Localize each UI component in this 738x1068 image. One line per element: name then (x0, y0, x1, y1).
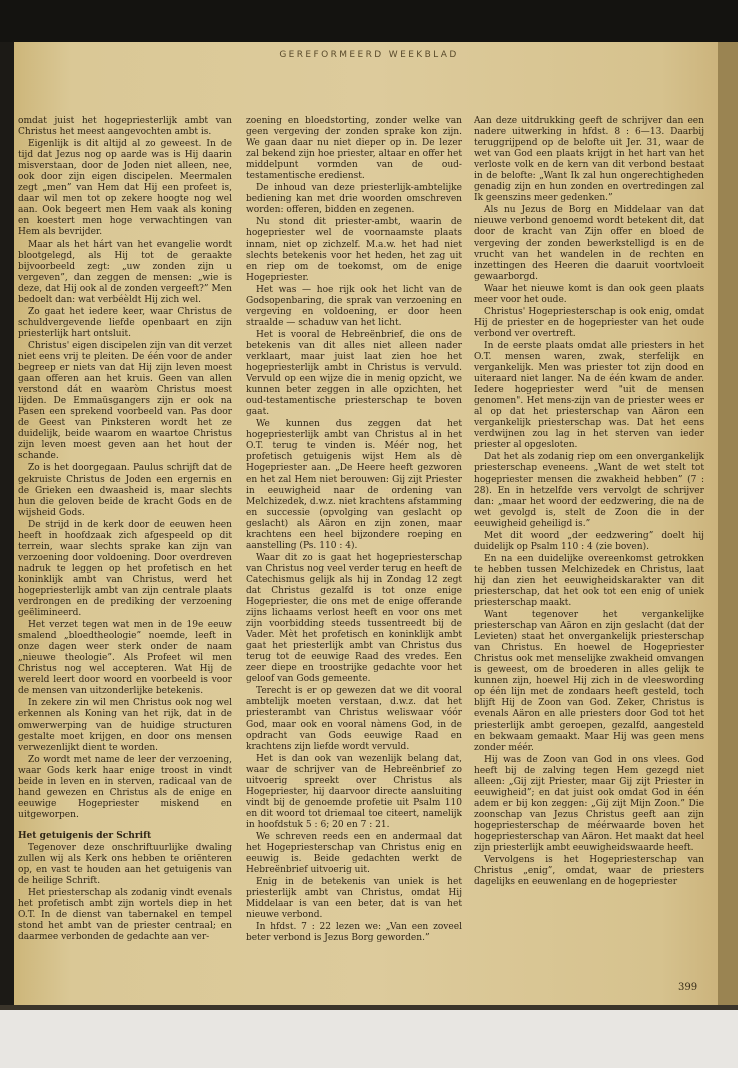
paragraph: Terecht is er op gewezen dat we dit vooral ambtelijk moeten verstaan, d.w.z. dat het priesterambt van Christus weliswaar vóór God, maar ook en vooral nàmens God, in de opdracht van Gods eeuwige Raad en krachtens zijn liefde wordt vervuld. (246, 686, 462, 752)
paragraph: We schreven reeds een en andermaal dat het Hogepriesterschap van Christus enig en eeuwig is. Beide gedachten werkt de Hebreënbrief uitvoerig uit. (246, 832, 462, 876)
paragraph: Eigenlijk is dit altijd al zo geweest. In de tijd dat Jezus nog op aarde was is Hij daarin misverstaan, door de Joden niet alleen, nee, ook door zijn eigen discipelen. Meermalen zegt „men” van Hem dat Hij een profeet is, daar wil men tot op zekere hoogte nog wel aan. Ook begeert men Hem vaak als koning en koestert men hoge verwachtingen van Hem als bevrijder. (18, 139, 232, 238)
paragraph: En na een duidelijke overeenkomst getrokken te hebben tussen Melchizedek en Christus, laat hij dan zien het eeuwigheidskarakter van dit priesterschap, dat het ook tot een enig of uniek priesterschap maakt. (474, 553, 704, 609)
paragraph: Het priesterschap als zodanig vindt evenals het profetisch ambt zijn wortels diep in het O.T. In de dienst van tabernakel en tempel stond het ambt van de priester centraal; en daarmee verbonden de gedachte aan ver- (18, 888, 232, 943)
paragraph: Nu stond dit priester-ambt, waarin de hogepriester wel de voornaamste plaats innam, niet op zichzelf. M.a.w. het had niet slechts betekenis voor het heden, het zag uit en riep om de toekomst, om de enige Hogepriester. (246, 217, 462, 283)
page-right-shadow (718, 42, 738, 1008)
paragraph: zoening en bloedstorting, zonder welke van geen vergeving der zonden sprake kon zijn. We gaan daar nu niet dieper op in. De lezer zal bekend zijn hoe priester, altaar en offer het middelpunt vormden van de oud-testamentische eredienst. (246, 116, 462, 182)
paragraph: Zo is het doorgegaan. Paulus schrijft dat de gekruiste Christus de Joden een ergernis en de Grieken een dwaasheid is, maar slechts hun die geloven beide de kracht Gods en de wijsheid Gods. (18, 463, 232, 518)
paragraph: Christus' Hogepriesterschap is ook enig, omdat Hij de priester en de hogepriester van het oude verbond ver overtreft. (474, 306, 704, 339)
scan-bottom-border (0, 1010, 738, 1068)
paragraph: Het is vooral de Hebreënbrief, die ons de betekenis van dit alles niet alleen nader verklaart, maar juist laat zien hoe het hogepriesterlijk ambt in Christus is vervuld. Vervuld op een wijze die in menig opzicht, we kunnen beter zeggen in alle opzichten, het oud-testamentische priesterschap te boven gaat. (246, 329, 462, 418)
paragraph: Het is dan ook van wezenlijk belang dat, waar de schrijver van de Hebreënbrief zo uitvoerig spreekt over Christus als Hogepriester, hij daarvoor directe aansluiting vindt bij de genoemde profetie uit Psalm 110 en dit woord tot driemaal toe citeert, namelijk in hoofdstuk 5 : 6; 20 en 7 : 21. (246, 753, 462, 830)
paragraph: De inhoud van deze priesterlijk-ambtelijke bediening kan met drie woorden omschreven worden: offeren, bidden en zegenen. (246, 183, 462, 216)
paragraph: Met dit woord „der eedzwering” doelt hij duidelijk op Psalm 110 : 4 (zie boven). (474, 530, 704, 552)
paragraph: omdat juist het hogepriesterlijk ambt van Christus het meest aangevochten ambt is. (18, 116, 232, 138)
paragraph: Vervolgens is het Hogepriesterschap van Christus „enig”, omdat, waar de priesters dagelijks en eeuwenlang en de hogepriester (474, 855, 704, 888)
paragraph: Zo wordt met name de leer der verzoening, waar Gods kerk haar enige troost in vindt beide in leven en in sterven, radicaal van de hand gewezen en Christus als de enige en eeuwige Hogepriester miskend en uitgeworpen. (18, 754, 232, 820)
scan-top-border (0, 0, 738, 42)
page-number: 399 (678, 982, 698, 993)
paragraph: Maar als het hárt van het evangelie wordt blootgelegd, als Hij tot de geraakte bijvoorbeeld zegt: „uw zonden zijn u vergeven”, dan zeggen de mensen: „wie is deze, dat Hij ook al de zonden vergeeft?” Men bedoelt dan: wat verbéèldt Hij zich wel. (18, 239, 232, 305)
paragraph: Het was — hoe rijk ook het licht van de Godsopenbaring, die sprak van verzoening en vergeving en voldoening, er door heen straalde — schaduw van het licht. (246, 284, 462, 328)
paragraph: In hfdst. 7 : 22 lezen we: „Van een zoveel beter verbond is Jezus Borg geworden.” (246, 922, 462, 944)
paragraph: In de eerste plaats omdat alle priesters in het O.T. mensen waren, zwak, sterfelijk en vergankelijk. Men was priester tot zijn dood en uiteraard niet langer. Na de één kwam de ander. Iedere hogepriester werd "uit de mensen genomen". Het mens-zijn van de priester wees er al op dat het priesterschap van Aäron een vergankelijk priesterschap was. Dat het eens verdwijnen zou lag in het sterven van ieder priester al opgesloten. (474, 340, 704, 451)
paragraph: Dat het als zodanig riep om een onvergankelijk priesterschap eveneens. „Want de wet stelt tot hogepriester mensen die zwakheid hebben” (7 : 28). En in hetzelfde vers vervolgt de schrijver dan: „maar het woord der eedzwering, die na de wet gevolgd is, stelt de Zoon die in der eeuwigheid geheiligd is.” (474, 452, 704, 529)
paragraph: Zo gaat het iedere keer, waar Christus de schuldvergevende liefde openbaart en zijn priesterlijk hart ontsluit. (18, 306, 232, 339)
paragraph: Waar dit zo is gaat het hogepriesterschap van Christus nog veel verder terug en heeft de Catechismus gelijk als hij in Zondag 12 zegt dat Christus gezalfd is tot onze enige Hogepriester, die ons met de enige offerande zijns lichaams verlost heeft en voor ons met zijn voorbidding steeds tussentreedt bij de Vader. Mèt het profetisch en koninklijk ambt gaat het priesterlijk ambt van Christus dus terug tot de eeuwige Raad des vredes. Een zeer diepe en troostrijke gedachte voor het geloof van Gods gemeente. (246, 552, 462, 685)
paragraph: Het verzet tegen wat men in de 19e eeuw smalend „bloedtheologie” noemde, leeft in onze dagen weer sterk onder de naam „nieuwe theologie”. Als Profeet wil men Christus nog wel accepteren. Wat Hij de wereld leert door woord en voorbeeld is voor de mensen van uitzonderlijke betekenis. (18, 620, 232, 697)
paragraph: Hij was de Zoon van God in ons vlees. God heeft bij de zalving tegen Hem gezegd niet alleen: „Gij zijt Priester, maar Gij zijt Priester in eeuwigheid”; en dat juist ook omdat God in één adem er bij kon zeggen: „Gij zijt Mijn Zoon.” Die zoonschap van Jezus Christus geeft aan zijn hogepriesterschap de méérwaarde boven het hogepriesterschap van Aäron. Het maakt dat heel zijn priesterlijk ambt eeuwigheidswaarde heeft. (474, 754, 704, 854)
paragraph: Want tegenover het vergankelijke priesterschap van Aäron en zijn geslacht (dat der Levieten) staat het onvergankelijk priesterschap van Christus. En hoewel de Hogepriester Christus ook met menselijke zwakheid omvangen is geweest, om de broederen in alles gelijk te kunnen zijn, hoewel Hij zich in de vleeswording op één lijn met de zondaars heeft gesteld, toch blijft Hij de Zoon van God. Zeker, Christus is evenals Aäron en alle priesters door God tot het priesterlijk ambt geroepen, gezalfd, aangesteld en bekwaam gemaakt. Maar Hij was geen mens zonder méér. (474, 610, 704, 753)
column-left (18, 116, 232, 996)
running-head: GEREFORMEERD WEEKBLAD (279, 50, 459, 60)
paragraph: Tegenover deze onschriftuurlijke dwaling zullen wij als Kerk ons hebben te oriënteren op, en vast te houden aan het getuigenis van de heilige Schrift. (18, 843, 232, 887)
column-middle (246, 116, 462, 996)
paragraph: We kunnen dus zeggen dat het hogepriesterlijk ambt van Christus al in het O.T. terug te vinden is. Méér nog, het profetisch getuigenis wijst Hem als dè Hogepriester aan. „De Heere heeft gezworen en het zal Hem niet berouwen: Gij zijt Priester in eeuwigheid naar de ordening van Melchizedek, d.w.z. niet krachtens afstamming en successie (opvolging van geslacht op geslacht) als Aäron en zijn zonen, maar krachtens een heel bijzondere roeping en aanstelling (Ps. 110 : 4). (246, 419, 462, 551)
paragraph: In zekere zin wil men Christus ook nog wel erkennen als Koning van het rijk, dat in de omwerwerping van de huidige structuren gestalte moet krijgen, en door ons mensen verwezenlijkt dient te worden. (18, 698, 232, 753)
paragraph: Aan deze uitdrukking geeft de schrijver dan een nadere uitwerking in hfdst. 8 : 6—13. Daarbij teruggrijpend op de belofte uit Jer. 31, waar de wet van God een plaats krijgt in het hart van het verloste volk en de kern van dit verbond bestaat in de belofte: „Want Ik zal hun ongerechtigheden genadig zijn en hun zonden en overtredingen zal Ik geenszins meer gedenken.” (474, 116, 704, 204)
paragraph: Christus' eigen discipelen zijn van dit verzet niet eens vrij te pleiten. De één voor de ander begreep er niets van dat Hij zijn leven moest gaan offeren aan het kruis. Geen van allen verstond dát en waaròm Christus moest lijden. De Emmaüsgangers zijn er ook na Pasen een sprekend voorbeeld van. Pas door de Geest van Pinksteren wordt het ze duidelijk, beide waarom en waartoe Christus zijn leven moest geven aan het hout der schande. (18, 340, 232, 462)
section-heading: Het getuigenis der Schrift (18, 830, 152, 841)
paragraph: De strijd in de kerk door de eeuwen heen heeft in hoofdzaak zich afgespeeld op dit terrein, waar slechts sprake kan zijn van verzoening door voldoening. Door overdreven nadruk te leggen op het profetisch en het koninklijk ambt van Christus, werd het hogepriesterlijk ambt van zijn centrale plaats verdrongen en de prediking der verzoening geëlimineerd. (18, 519, 232, 619)
paragraph: Enig in de betekenis van uniek is het priesterlijk ambt van Christus, omdat Hij Middelaar is van een beter, dat is van het nieuwe verbond. (246, 877, 462, 921)
paragraph: Als nu Jezus de Borg en Middelaar van dat nieuwe verbond genoemd wordt betekent dit, dat door de kracht van Zijn offer en bloed de vergeving der zonden bewerkstelligd is en de vrucht van het wandelen in de rechten en inzettingen des Heeren die daaruit voortvloeit gewaarborgd. (474, 205, 704, 282)
column-right (474, 116, 704, 996)
paragraph: Waar het nieuwe komt is dan ook geen plaats meer voor het oude. (474, 283, 704, 305)
